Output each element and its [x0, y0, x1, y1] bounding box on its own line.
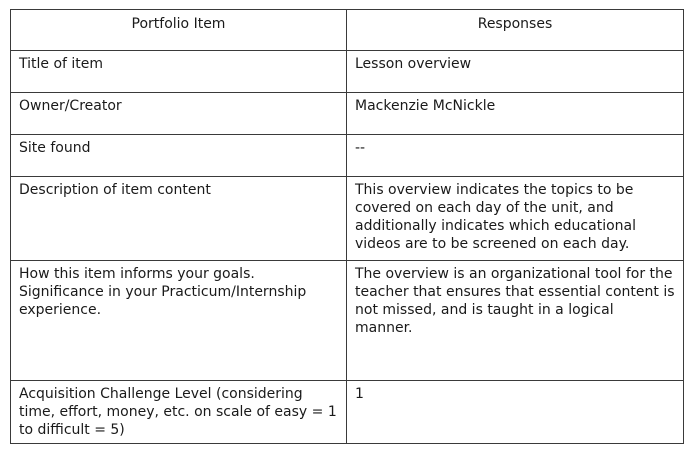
table-row — [11, 177, 684, 261]
table-row — [11, 93, 684, 135]
row-challenge-response: 1 — [347, 381, 684, 444]
row-site-response: -- — [347, 135, 684, 177]
row-title-label: Title of item — [11, 51, 347, 93]
table-header-row — [11, 10, 684, 51]
row-site-label: Site found — [11, 135, 347, 177]
table-row — [11, 261, 684, 381]
row-goals-label: How this item informs your goals. Significance in your Practicum/Internship experience. — [11, 261, 347, 381]
row-description-label: Description of item content — [11, 177, 347, 261]
row-title-response: Lesson overview — [347, 51, 684, 93]
header-responses: Responses — [347, 10, 684, 51]
table-row — [11, 381, 684, 444]
row-goals-response: The overview is an organizational tool for the teacher that ensures that essential content is not missed, and is taught in a logical manner. — [347, 261, 684, 381]
row-owner-response: Mackenzie McNickle — [347, 93, 684, 135]
portfolio-table — [10, 9, 684, 444]
row-owner-label: Owner/Creator — [11, 93, 347, 135]
row-description-response: This overview indicates the topics to be covered on each day of the unit, and additionally indicates which educational videos are to be screened on each day. — [347, 177, 684, 261]
header-portfolio-item: Portfolio Item — [11, 10, 347, 51]
table-row — [11, 51, 684, 93]
row-challenge-label: Acquisition Challenge Level (considering time, effort, money, etc. on scale of easy = 1 to difficult = 5) — [11, 381, 347, 444]
table-row — [11, 135, 684, 177]
